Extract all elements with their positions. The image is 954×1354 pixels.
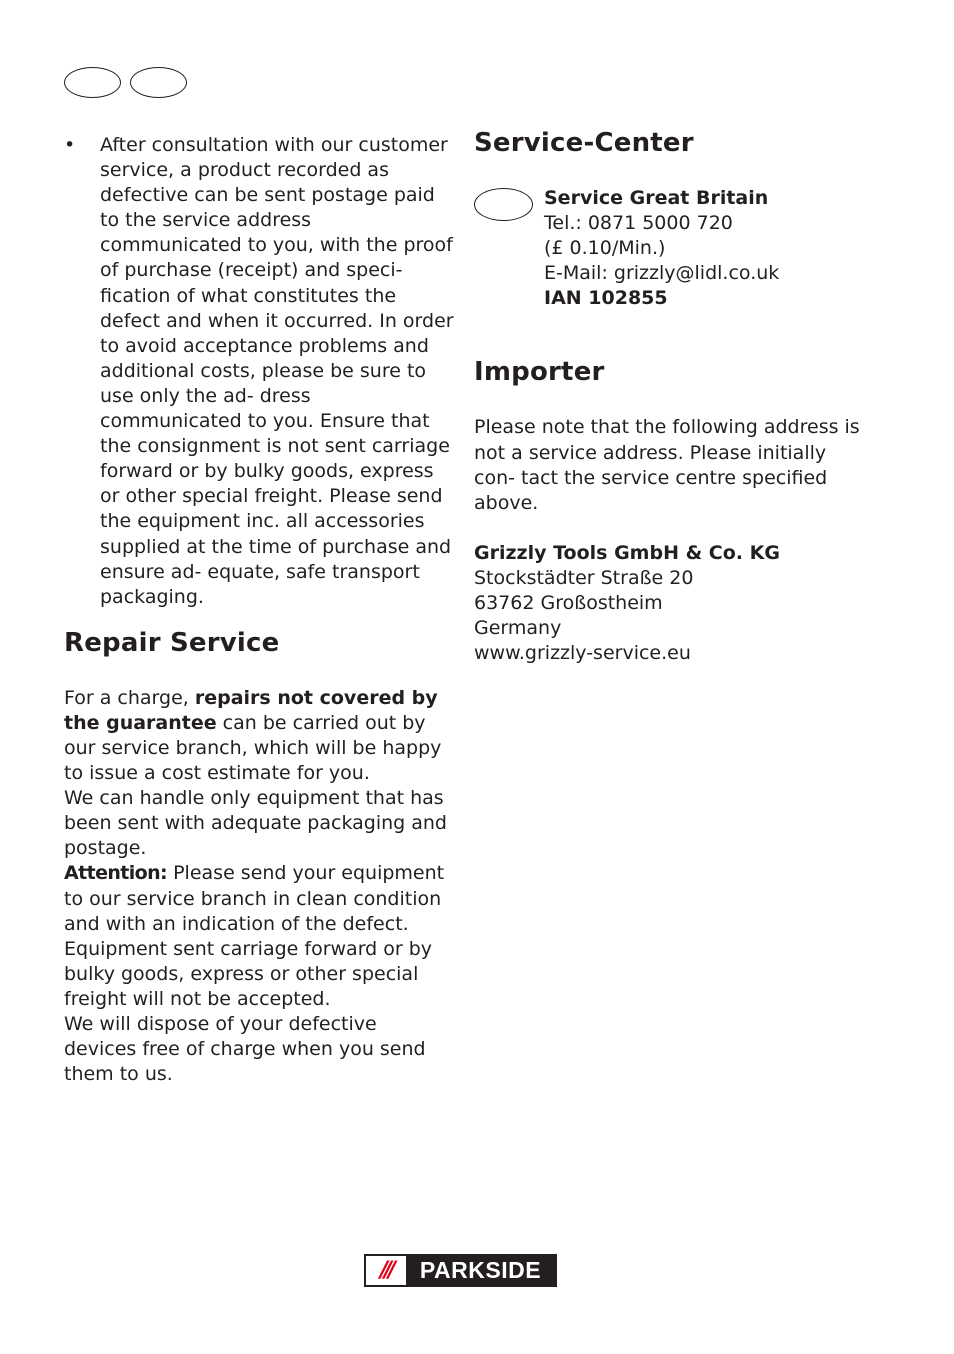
importer-city: 63762 Großostheim	[474, 592, 663, 615]
service-rate: (£ 0.10/Min.)	[544, 237, 666, 260]
importer-website: www.grizzly-service.eu	[474, 642, 691, 665]
bullet-text: After consultation with our customer service, a product recorded as defective can be sent postage paid to the service address communicated to you, with the proof of purchase (receipt) and speci- fication of what constitutes the defect and when it occurred. In order to avoid acceptance problems and additional costs, please be sure to use only the ad- dress communicated to you. Ensure that the consignment is not sent carriage forward or by bulky goods, express or other special freight. Please send the equipment inc. all accessories supplied at the time of purchase and ensure ad- equate, safe transport packaging.	[100, 134, 454, 608]
importer-heading: Importer	[474, 357, 605, 388]
logo-stripes-icon: ///	[366, 1256, 406, 1285]
importer-company: Grizzly Tools GmbH & Co. KG	[474, 541, 780, 564]
country-badge-oval-1	[64, 67, 121, 98]
repair-p1-prefix: For a charge,	[64, 686, 195, 709]
importer-street: Stockstädter Straße 20	[474, 566, 694, 589]
bullet-icon: •	[64, 134, 76, 156]
service-telephone: Tel.: 0871 5000 720	[544, 212, 733, 235]
repair-paragraph-2: We can handle only equipment that has been sent with adequate packaging and postage.	[64, 787, 447, 860]
left-column	[64, 133, 454, 1087]
repair-p1-suffix: can be carried out by our service branch, which will be happy to issue a cost estimate for you.	[64, 711, 442, 785]
importer-country: Germany	[474, 617, 562, 640]
attention-text: Please send your equipment to our service branch in clean condition and with an indication of the defect.	[64, 862, 445, 935]
country-code-badges	[64, 67, 187, 98]
defect-shipping-bullet	[64, 133, 454, 610]
right-column	[474, 128, 864, 666]
repair-service-heading: Repair Service	[64, 627, 280, 658]
service-contact-block	[474, 186, 864, 311]
service-ian: IAN 102855	[544, 287, 668, 310]
parkside-logo	[364, 1254, 557, 1287]
importer-address	[474, 541, 864, 666]
service-email: E-Mail: grizzly@lidl.co.uk	[544, 262, 780, 285]
repair-paragraph-1	[64, 686, 454, 786]
service-country-badge	[474, 188, 533, 221]
service-title: Service Great Britain	[544, 187, 769, 209]
attention-label: Attention:	[64, 862, 168, 885]
logo-wordmark: PARKSIDE	[419, 1257, 542, 1283]
service-contact-lines	[544, 186, 779, 311]
attention-paragraph	[64, 861, 454, 936]
importer-note: Please note that the following address is not a service address. Please initially con- tact the service centre specified above.	[474, 416, 860, 514]
repair-paragraph-5: We will dispose of your defective devices free of charge when you send them to us.	[64, 1013, 426, 1086]
repair-paragraph-4: Equipment sent carriage forward or by bulky goods, express or other special freight will not be accepted.	[64, 937, 433, 1010]
service-center-heading: Service-Center	[474, 128, 694, 158]
repair-p1-bold: repairs not covered by the guarantee	[64, 686, 438, 734]
country-badge-oval-2	[130, 67, 187, 98]
